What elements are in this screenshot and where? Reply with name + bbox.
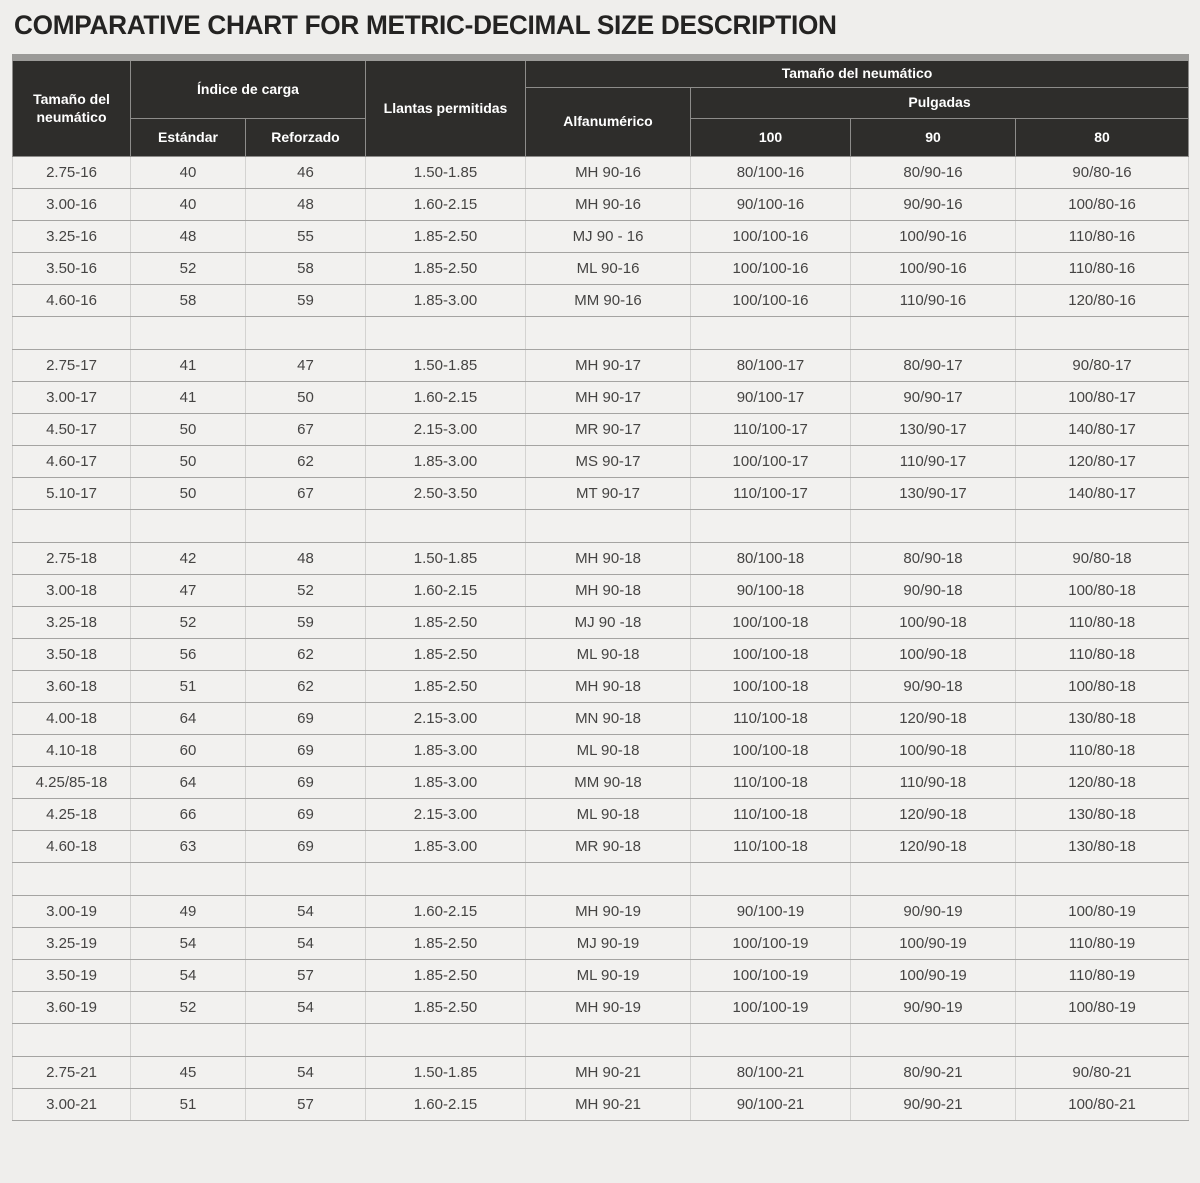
header-rims: Llantas permitidas bbox=[366, 58, 526, 157]
table-cell: 110/80-16 bbox=[1016, 221, 1189, 253]
table-cell: 100/100-19 bbox=[691, 992, 851, 1024]
table-cell: 100/90-19 bbox=[851, 928, 1016, 960]
spacer-cell bbox=[131, 510, 246, 543]
table-cell: 90/100-21 bbox=[691, 1089, 851, 1121]
table-cell: 1.85-2.50 bbox=[366, 992, 526, 1024]
table-cell: 59 bbox=[246, 607, 366, 639]
spacer-cell bbox=[246, 863, 366, 896]
table-cell: 90/100-16 bbox=[691, 189, 851, 221]
table-cell: 80/100-17 bbox=[691, 350, 851, 382]
table-cell: MT 90-17 bbox=[526, 478, 691, 510]
table-row bbox=[13, 928, 1189, 960]
spacer-cell bbox=[366, 510, 526, 543]
table-cell: 1.60-2.15 bbox=[366, 1089, 526, 1121]
table-cell: 66 bbox=[131, 799, 246, 831]
table-cell: 1.50-1.85 bbox=[366, 543, 526, 575]
table-cell: 64 bbox=[131, 767, 246, 799]
table-cell: 80/100-16 bbox=[691, 157, 851, 189]
table-row bbox=[13, 189, 1189, 221]
table-cell: 90/80-17 bbox=[1016, 350, 1189, 382]
table-cell: 4.60-18 bbox=[13, 831, 131, 863]
table-cell: MN 90-18 bbox=[526, 703, 691, 735]
table-row bbox=[13, 382, 1189, 414]
table-cell: 69 bbox=[246, 703, 366, 735]
table-cell: 3.00-16 bbox=[13, 189, 131, 221]
spacer-cell bbox=[246, 510, 366, 543]
table-cell: 46 bbox=[246, 157, 366, 189]
header-alphanumeric: Alfanumérico bbox=[526, 88, 691, 157]
table-cell: 1.85-3.00 bbox=[366, 831, 526, 863]
table-cell: 120/80-18 bbox=[1016, 767, 1189, 799]
table-cell: 1.85-2.50 bbox=[366, 639, 526, 671]
table-row bbox=[13, 543, 1189, 575]
table-cell: 3.60-19 bbox=[13, 992, 131, 1024]
table-cell: ML 90-16 bbox=[526, 253, 691, 285]
table-cell: 1.85-2.50 bbox=[366, 960, 526, 992]
table-header bbox=[13, 58, 1189, 157]
table-cell: 110/80-16 bbox=[1016, 253, 1189, 285]
table-cell: 90/100-18 bbox=[691, 575, 851, 607]
table-cell: 1.85-2.50 bbox=[366, 671, 526, 703]
table-cell: 110/90-18 bbox=[851, 767, 1016, 799]
table-row bbox=[13, 285, 1189, 317]
table-cell: 4.25/85-18 bbox=[13, 767, 131, 799]
table-cell: 100/100-16 bbox=[691, 285, 851, 317]
spacer-cell bbox=[366, 317, 526, 350]
table-cell: 2.15-3.00 bbox=[366, 414, 526, 446]
table-cell: 110/100-18 bbox=[691, 703, 851, 735]
table-cell: MH 90-21 bbox=[526, 1057, 691, 1089]
table-cell: 54 bbox=[131, 928, 246, 960]
table-cell: 100/100-17 bbox=[691, 446, 851, 478]
table-cell: 60 bbox=[131, 735, 246, 767]
spacer-cell bbox=[366, 1024, 526, 1057]
table-cell: MR 90-17 bbox=[526, 414, 691, 446]
header-reinforced: Reforzado bbox=[246, 119, 366, 157]
spacer-cell bbox=[851, 317, 1016, 350]
table-cell: 48 bbox=[131, 221, 246, 253]
header-tire-size-right: Tamaño del neumático bbox=[526, 58, 1189, 88]
table-cell: 67 bbox=[246, 414, 366, 446]
header-standard: Estándar bbox=[131, 119, 246, 157]
table-cell: 50 bbox=[131, 446, 246, 478]
table-row bbox=[13, 350, 1189, 382]
table-cell: 48 bbox=[246, 189, 366, 221]
table-cell: 54 bbox=[246, 1057, 366, 1089]
table-cell: 1.85-2.50 bbox=[366, 253, 526, 285]
table-cell: MM 90-18 bbox=[526, 767, 691, 799]
table-cell: 51 bbox=[131, 671, 246, 703]
table-cell: 100/100-18 bbox=[691, 735, 851, 767]
table-cell: MH 90-18 bbox=[526, 575, 691, 607]
table-cell: 57 bbox=[246, 960, 366, 992]
header-tire-size: Tamaño del neumático bbox=[13, 58, 131, 157]
table-cell: 67 bbox=[246, 478, 366, 510]
table-cell: 3.50-19 bbox=[13, 960, 131, 992]
table-cell: 100/90-18 bbox=[851, 607, 1016, 639]
table-cell: 64 bbox=[131, 703, 246, 735]
table-cell: 40 bbox=[131, 189, 246, 221]
table-row bbox=[13, 671, 1189, 703]
table-cell: 41 bbox=[131, 382, 246, 414]
table-cell: ML 90-18 bbox=[526, 639, 691, 671]
table-row bbox=[13, 607, 1189, 639]
table-cell: 42 bbox=[131, 543, 246, 575]
table-cell: 110/100-18 bbox=[691, 799, 851, 831]
table-cell: 1.60-2.15 bbox=[366, 382, 526, 414]
table-cell: 100/80-19 bbox=[1016, 992, 1189, 1024]
table-body bbox=[13, 157, 1189, 1121]
page-title: COMPARATIVE CHART FOR METRIC-DECIMAL SIZE DESCRIPTION bbox=[14, 10, 837, 40]
table-row bbox=[13, 446, 1189, 478]
table-cell: 47 bbox=[131, 575, 246, 607]
table-cell: 57 bbox=[246, 1089, 366, 1121]
spacer-cell bbox=[691, 317, 851, 350]
table-cell: 1.50-1.85 bbox=[366, 1057, 526, 1089]
table-cell: ML 90-19 bbox=[526, 960, 691, 992]
spacer-cell bbox=[13, 1024, 131, 1057]
header-row-1 bbox=[13, 58, 1189, 88]
table-cell: 110/100-18 bbox=[691, 831, 851, 863]
table-cell: 55 bbox=[246, 221, 366, 253]
table-row bbox=[13, 960, 1189, 992]
table-cell: 110/80-18 bbox=[1016, 735, 1189, 767]
table-cell: 3.00-21 bbox=[13, 1089, 131, 1121]
table-cell: 2.75-18 bbox=[13, 543, 131, 575]
table-cell: MH 90-19 bbox=[526, 992, 691, 1024]
table-cell: 110/80-18 bbox=[1016, 607, 1189, 639]
spacer-cell bbox=[691, 1024, 851, 1057]
table-cell: MH 90-16 bbox=[526, 157, 691, 189]
table-cell: 1.85-2.50 bbox=[366, 221, 526, 253]
spacer-row bbox=[13, 1024, 1189, 1057]
table-cell: MH 90-18 bbox=[526, 543, 691, 575]
table-cell: 110/80-19 bbox=[1016, 928, 1189, 960]
table-cell: 90/90-18 bbox=[851, 671, 1016, 703]
table-row bbox=[13, 896, 1189, 928]
table-cell: 50 bbox=[131, 414, 246, 446]
table-cell: 140/80-17 bbox=[1016, 478, 1189, 510]
spacer-row bbox=[13, 863, 1189, 896]
table-cell: 4.60-17 bbox=[13, 446, 131, 478]
table-cell: 59 bbox=[246, 285, 366, 317]
table-cell: 2.75-16 bbox=[13, 157, 131, 189]
table-cell: 90/80-16 bbox=[1016, 157, 1189, 189]
table-cell: 54 bbox=[246, 992, 366, 1024]
table-cell: 110/80-19 bbox=[1016, 960, 1189, 992]
table-cell: 110/90-17 bbox=[851, 446, 1016, 478]
table-cell: MH 90-17 bbox=[526, 350, 691, 382]
table-cell: 69 bbox=[246, 767, 366, 799]
table-cell: 52 bbox=[131, 253, 246, 285]
spacer-cell bbox=[691, 863, 851, 896]
table-cell: MH 90-17 bbox=[526, 382, 691, 414]
table-cell: 5.10-17 bbox=[13, 478, 131, 510]
table-cell: 100/80-19 bbox=[1016, 896, 1189, 928]
table-cell: 90/90-17 bbox=[851, 382, 1016, 414]
table-cell: 58 bbox=[246, 253, 366, 285]
table-cell: 130/80-18 bbox=[1016, 703, 1189, 735]
table-cell: 2.75-17 bbox=[13, 350, 131, 382]
table-cell: 90/90-19 bbox=[851, 992, 1016, 1024]
table-cell: 100/100-16 bbox=[691, 221, 851, 253]
table-cell: 130/90-17 bbox=[851, 478, 1016, 510]
table-cell: MS 90-17 bbox=[526, 446, 691, 478]
table-cell: 110/90-16 bbox=[851, 285, 1016, 317]
table-cell: 110/80-18 bbox=[1016, 639, 1189, 671]
table-cell: 100/90-18 bbox=[851, 735, 1016, 767]
table-cell: 100/100-18 bbox=[691, 639, 851, 671]
table-cell: 90/90-21 bbox=[851, 1089, 1016, 1121]
table-cell: 130/90-17 bbox=[851, 414, 1016, 446]
spacer-cell bbox=[246, 1024, 366, 1057]
spacer-row bbox=[13, 317, 1189, 350]
table-cell: 130/80-18 bbox=[1016, 799, 1189, 831]
spacer-cell bbox=[851, 863, 1016, 896]
table-cell: 80/90-21 bbox=[851, 1057, 1016, 1089]
table-cell: 69 bbox=[246, 831, 366, 863]
table-cell: 3.50-16 bbox=[13, 253, 131, 285]
table-cell: 47 bbox=[246, 350, 366, 382]
table-cell: 120/90-18 bbox=[851, 799, 1016, 831]
table-cell: 110/100-17 bbox=[691, 414, 851, 446]
spacer-cell bbox=[131, 317, 246, 350]
table-cell: 90/80-18 bbox=[1016, 543, 1189, 575]
table-cell: 1.85-3.00 bbox=[366, 446, 526, 478]
table-cell: 63 bbox=[131, 831, 246, 863]
spacer-cell bbox=[526, 1024, 691, 1057]
table-cell: 52 bbox=[246, 575, 366, 607]
table-cell: 58 bbox=[131, 285, 246, 317]
spacer-cell bbox=[131, 1024, 246, 1057]
table-cell: 80/90-17 bbox=[851, 350, 1016, 382]
table-cell: MM 90-16 bbox=[526, 285, 691, 317]
table-row bbox=[13, 253, 1189, 285]
table-cell: 120/80-16 bbox=[1016, 285, 1189, 317]
table-row bbox=[13, 735, 1189, 767]
table-cell: 41 bbox=[131, 350, 246, 382]
table-cell: MJ 90 -18 bbox=[526, 607, 691, 639]
table-cell: 90/80-21 bbox=[1016, 1057, 1189, 1089]
table-cell: MH 90-18 bbox=[526, 671, 691, 703]
header-inches: Pulgadas bbox=[691, 88, 1189, 119]
table-cell: 120/90-18 bbox=[851, 831, 1016, 863]
table-cell: 62 bbox=[246, 446, 366, 478]
table-cell: 100/100-19 bbox=[691, 960, 851, 992]
table-cell: 51 bbox=[131, 1089, 246, 1121]
table-cell: 120/80-17 bbox=[1016, 446, 1189, 478]
table-row bbox=[13, 831, 1189, 863]
table-cell: 1.85-2.50 bbox=[366, 607, 526, 639]
table-cell: 100/90-16 bbox=[851, 221, 1016, 253]
spacer-cell bbox=[526, 863, 691, 896]
table-row bbox=[13, 575, 1189, 607]
table-cell: 100/100-19 bbox=[691, 928, 851, 960]
table-cell: 54 bbox=[131, 960, 246, 992]
table-cell: 120/90-18 bbox=[851, 703, 1016, 735]
table-row bbox=[13, 1057, 1189, 1089]
table-cell: 54 bbox=[246, 928, 366, 960]
table-cell: 110/100-17 bbox=[691, 478, 851, 510]
table-row bbox=[13, 767, 1189, 799]
table-cell: ML 90-18 bbox=[526, 735, 691, 767]
table-row bbox=[13, 478, 1189, 510]
spacer-cell bbox=[366, 863, 526, 896]
table-cell: 1.85-3.00 bbox=[366, 767, 526, 799]
table-cell: 45 bbox=[131, 1057, 246, 1089]
table-cell: 3.25-19 bbox=[13, 928, 131, 960]
table-row bbox=[13, 703, 1189, 735]
spacer-cell bbox=[691, 510, 851, 543]
table-cell: 3.00-19 bbox=[13, 896, 131, 928]
table-cell: 1.50-1.85 bbox=[366, 157, 526, 189]
table-cell: 1.50-1.85 bbox=[366, 350, 526, 382]
table-row bbox=[13, 992, 1189, 1024]
table-cell: 100/100-18 bbox=[691, 607, 851, 639]
table-cell: 3.00-18 bbox=[13, 575, 131, 607]
table-row bbox=[13, 799, 1189, 831]
table-cell: 62 bbox=[246, 639, 366, 671]
table-cell: 2.50-3.50 bbox=[366, 478, 526, 510]
table-cell: 130/80-18 bbox=[1016, 831, 1189, 863]
table-cell: 2.15-3.00 bbox=[366, 703, 526, 735]
spacer-cell bbox=[851, 1024, 1016, 1057]
spacer-cell bbox=[13, 317, 131, 350]
table-cell: 2.75-21 bbox=[13, 1057, 131, 1089]
table-cell: 52 bbox=[131, 992, 246, 1024]
table-cell: 3.50-18 bbox=[13, 639, 131, 671]
table-cell: MH 90-21 bbox=[526, 1089, 691, 1121]
table-cell: 3.25-16 bbox=[13, 221, 131, 253]
spacer-cell bbox=[851, 510, 1016, 543]
table-cell: 49 bbox=[131, 896, 246, 928]
table-cell: 80/100-21 bbox=[691, 1057, 851, 1089]
spacer-cell bbox=[526, 510, 691, 543]
table-cell: 1.60-2.15 bbox=[366, 896, 526, 928]
table-cell: 50 bbox=[246, 382, 366, 414]
table-cell: 54 bbox=[246, 896, 366, 928]
table-row bbox=[13, 1089, 1189, 1121]
spacer-cell bbox=[131, 863, 246, 896]
table-cell: 3.00-17 bbox=[13, 382, 131, 414]
table-cell: 100/90-16 bbox=[851, 253, 1016, 285]
table-cell: 1.85-2.50 bbox=[366, 928, 526, 960]
table-cell: 100/80-18 bbox=[1016, 575, 1189, 607]
table-cell: 69 bbox=[246, 799, 366, 831]
spacer-cell bbox=[1016, 317, 1189, 350]
spacer-cell bbox=[13, 510, 131, 543]
table-cell: 4.25-18 bbox=[13, 799, 131, 831]
table-cell: 90/100-17 bbox=[691, 382, 851, 414]
table-cell: 56 bbox=[131, 639, 246, 671]
comparison-table bbox=[12, 54, 1189, 1121]
table-cell: MJ 90-19 bbox=[526, 928, 691, 960]
table-cell: MR 90-18 bbox=[526, 831, 691, 863]
spacer-cell bbox=[246, 317, 366, 350]
table-cell: 90/90-19 bbox=[851, 896, 1016, 928]
table-row bbox=[13, 157, 1189, 189]
table-cell: 100/80-21 bbox=[1016, 1089, 1189, 1121]
table-cell: 4.50-17 bbox=[13, 414, 131, 446]
table-row bbox=[13, 221, 1189, 253]
table-cell: 50 bbox=[131, 478, 246, 510]
table-cell: 90/90-16 bbox=[851, 189, 1016, 221]
spacer-cell bbox=[1016, 510, 1189, 543]
table-cell: 100/100-16 bbox=[691, 253, 851, 285]
table-cell: 4.10-18 bbox=[13, 735, 131, 767]
header-inch-100: 100 bbox=[691, 119, 851, 157]
table-cell: 100/100-18 bbox=[691, 671, 851, 703]
table-cell: 80/90-18 bbox=[851, 543, 1016, 575]
header-inch-90: 90 bbox=[851, 119, 1016, 157]
spacer-row bbox=[13, 510, 1189, 543]
table-cell: 4.60-16 bbox=[13, 285, 131, 317]
table-cell: 4.00-18 bbox=[13, 703, 131, 735]
table-cell: 100/90-18 bbox=[851, 639, 1016, 671]
table-cell: 100/80-16 bbox=[1016, 189, 1189, 221]
table-cell: 3.25-18 bbox=[13, 607, 131, 639]
table-cell: 80/90-16 bbox=[851, 157, 1016, 189]
table-cell: 69 bbox=[246, 735, 366, 767]
table-cell: 90/100-19 bbox=[691, 896, 851, 928]
table-cell: 1.85-3.00 bbox=[366, 735, 526, 767]
table-cell: 110/100-18 bbox=[691, 767, 851, 799]
table-cell: 1.60-2.15 bbox=[366, 189, 526, 221]
table-cell: 48 bbox=[246, 543, 366, 575]
table-cell: MH 90-19 bbox=[526, 896, 691, 928]
spacer-cell bbox=[13, 863, 131, 896]
table-cell: 3.60-18 bbox=[13, 671, 131, 703]
table-cell: 1.60-2.15 bbox=[366, 575, 526, 607]
table-cell: 52 bbox=[131, 607, 246, 639]
spacer-cell bbox=[1016, 863, 1189, 896]
table-cell: 62 bbox=[246, 671, 366, 703]
table-cell: ML 90-18 bbox=[526, 799, 691, 831]
table-row bbox=[13, 414, 1189, 446]
spacer-cell bbox=[526, 317, 691, 350]
table-cell: 90/90-18 bbox=[851, 575, 1016, 607]
table-cell: MH 90-16 bbox=[526, 189, 691, 221]
table-cell: 80/100-18 bbox=[691, 543, 851, 575]
header-inch-80: 80 bbox=[1016, 119, 1189, 157]
table-cell: MJ 90 - 16 bbox=[526, 221, 691, 253]
header-load-index: Índice de carga bbox=[131, 58, 366, 119]
spacer-cell bbox=[1016, 1024, 1189, 1057]
table-cell: 40 bbox=[131, 157, 246, 189]
table-cell: 100/80-18 bbox=[1016, 671, 1189, 703]
table-row bbox=[13, 639, 1189, 671]
table-cell: 100/90-19 bbox=[851, 960, 1016, 992]
table-cell: 2.15-3.00 bbox=[366, 799, 526, 831]
table-cell: 100/80-17 bbox=[1016, 382, 1189, 414]
table-cell: 140/80-17 bbox=[1016, 414, 1189, 446]
table-cell: 1.85-3.00 bbox=[366, 285, 526, 317]
